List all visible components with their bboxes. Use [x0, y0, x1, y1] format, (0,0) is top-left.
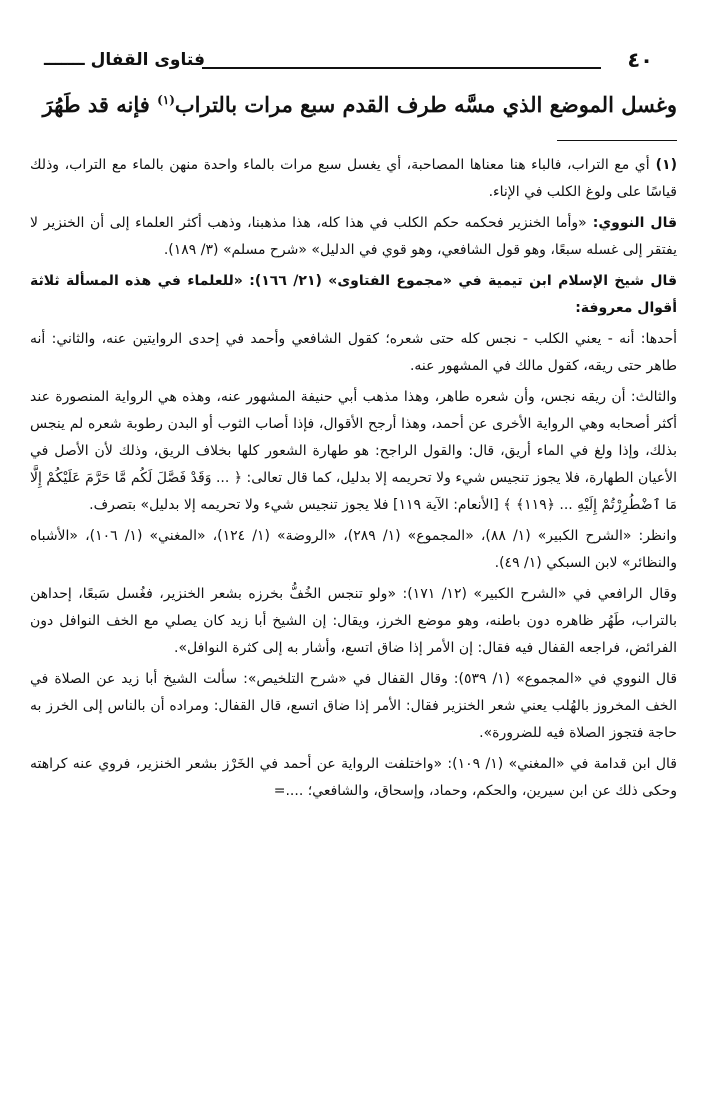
footnote-text: وانظر: «الشرح الكبير» (١/ ٨٨)، «المجموع» (١/ ٢٨٩)، «الروضة» (١/ ١٢٤)، «المغني» (١/ ١٠٦)، «الأشباه والنظائر» لابن السبكي (١/ ٤٩).: [30, 528, 677, 571]
main-text-start: وغسل الموضع الذي مسَّه طرف القدم سبع مرات بالتراب: [174, 92, 677, 117]
quote-source: قال شيخ الإسلام ابن تيمية في «مجموع الفتاوى» (٢١/ ١٦٦):: [242, 273, 677, 289]
footnote-paragraph: [30, 384, 677, 519]
quote-source: قال النووي:: [586, 215, 677, 231]
footnote-paragraph: [30, 152, 677, 206]
main-text: [18, 80, 677, 125]
running-title-text: فتاوى القفال: [90, 50, 205, 70]
footnote-reference: (١): [157, 93, 175, 107]
footnote-text: والثالث: أن ريقه نجس، وأن شعره طاهر، وهذا مذهب أبي حنيفة المشهور عنه، وهذه هي الرواية المنصورة عند أكثر أصحابه وهي الرواية الأخرى عن أحمد، وهذا أرجح الأقوال، فإذا أصاب الثوب أو البدن رطوبة شعره لم ينجس بذلك، وإذا ولغ في الماء أريق، قال: والقول الراجح: هو طهارة الشعور كلها بخلاف الريق، وذلك لأن الأصل في الأعيان الطهارة، فلا يجوز تنجيس شيء ولا تحريمه إلا بدليل، كما قال تعالى: ﴿ ... وَقَدْ فَصَّلَ لَكُم مَّا حَرَّمَ عَلَيْكُمْ إِلَّا مَا ٱضْطُرِرْتُمْ إِلَيْهِ ... ﴿١١٩﴾ ﴾ [الأنعام: الآية ١١٩] فلا يجوز تنجيس شيء ولا تحريمه إلا بدليل» بتصرف.: [30, 389, 677, 513]
footnote-text: قال النووي في «المجموع» (١/ ٥٣٩): وقال القفال في «شرح التلخيص»: سألت الشيخ أبا زيد عن الصلاة في الخف المخروز بالهُلب يعني شعر الخنزير فقال: الأمر إذا ضاق اتسع، قال القفال: ومراده أن بالناس إلى الخرز به حاجة فتجوز الصلاة فيه للضرورة».: [30, 671, 678, 741]
footnote-text: «للعلماء في هذه المسألة ثلاثة أقوال معروفة:: [30, 273, 677, 316]
header-rule: [202, 67, 601, 69]
footnote-paragraph: [30, 210, 677, 264]
footnote-text: أحدها: أنه - يعني الكلب - نجس كله حتى شعره؛ كقول الشافعي وأحمد في إحدى الروايتين عنه، والثاني: أنه طاهر حتى ريقه، كقول مالك في المشهور عنه.: [30, 331, 677, 374]
main-text-end: فإنه قد طَهُرَ: [42, 92, 158, 117]
footnote-paragraph: [30, 581, 677, 662]
footnote-paragraph: [30, 268, 677, 322]
footnote-paragraph: [30, 666, 677, 747]
footnote-paragraph: [30, 751, 677, 805]
running-title: [44, 50, 205, 70]
page-header: [44, 48, 659, 76]
footnote-text: وقال الرافعي في «الشرح الكبير» (١٢/ ١٧١): «ولو تنجس الخُفُّ بخرزه بشعر الخنزير، فغُسل سَبعًا، إحداهن بالتراب، طَهُر ظاهره دون باطنه، وهو موضع الخرز، ويقال: إن الشيخ أبا زيد كان يصلي مع الخف النوافل دون الفرائض، فراجعه القفال فيه فقال: إن الأمر إذا ضاق اتسع، وأشار به إلى كثرة النوافل».: [30, 586, 678, 656]
footnote-text: قال ابن قدامة في «المغني» (١/ ١٠٩): «واختلفت الرواية عن أحمد في الخَرْز بشعر الخنزير، فروي عنه كراهته وحكى ذلك عن ابن سيرين، والحكم، وحماد، وإسحاق، والشافعي؛ ....=: [30, 756, 677, 799]
footnote-text: أي مع التراب، فالباء هنا معناها المصاحبة، أي يغسل سبع مرات بالماء واحدة منهن بالماء مع التراب، وذلك قياسًا على ولوغ الكلب في الإناء.: [30, 157, 677, 200]
footnote-number: (١): [655, 157, 677, 173]
footnote-paragraph: [30, 326, 677, 380]
footnote-separator: [557, 140, 677, 141]
title-underline: ـــــــ: [44, 50, 85, 70]
footnote-text: «وأما الخنزير فحكمه حكم الكلب في هذا كله، هذا مذهبنا، وذهب أكثر العلماء إلى أن الخنزير لا يفتقر إلى غسله سبعًا، وهو قول الشافعي، وهو قوي في الدليل» «شرح مسلم» (٣/ ١٨٩).: [30, 215, 677, 258]
footnotes: [30, 152, 677, 809]
page-number: ٤٠: [627, 48, 653, 72]
footnote-paragraph: [30, 523, 677, 577]
